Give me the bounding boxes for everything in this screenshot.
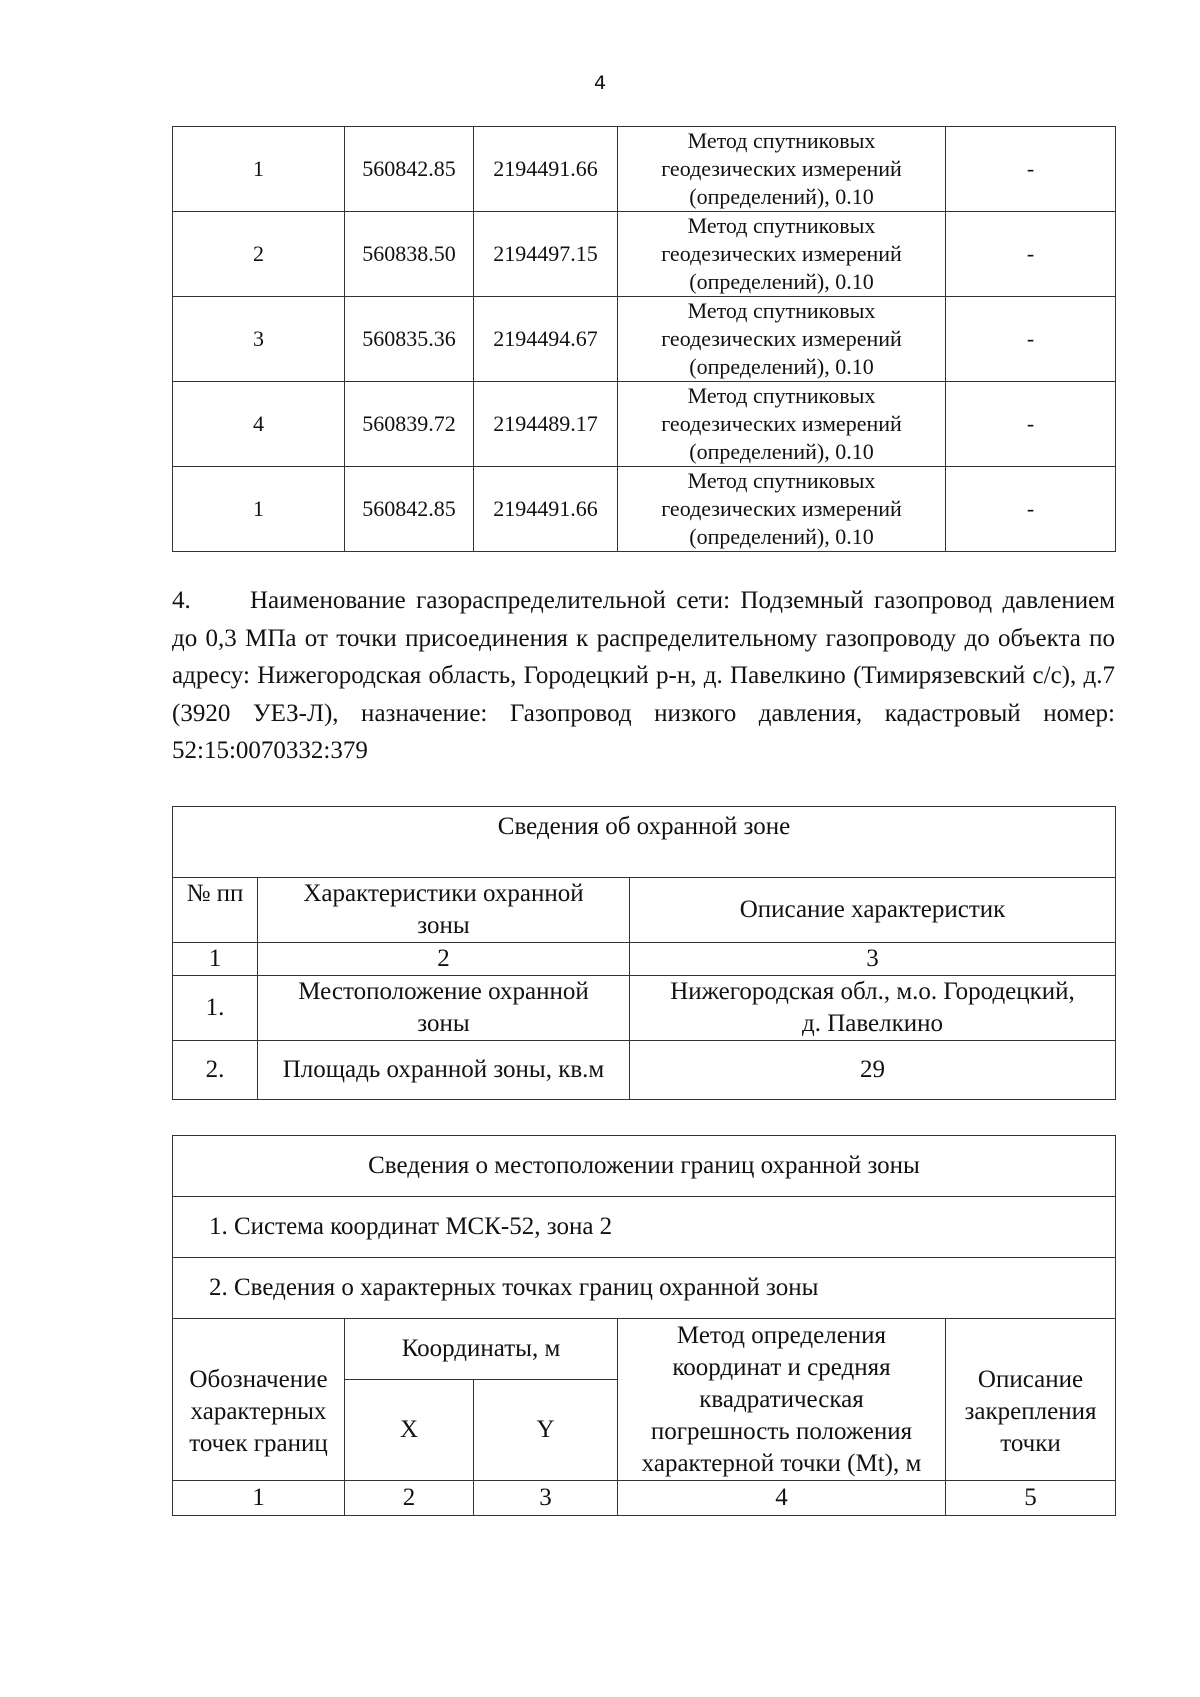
point-description: -	[946, 212, 1116, 297]
method-line: (определений), 0.10	[689, 184, 874, 209]
coordinate-x: 560839.72	[345, 382, 474, 467]
col-header-points	[173, 1319, 345, 1481]
header-line: точки	[1000, 1429, 1061, 1457]
table-row	[173, 976, 1116, 1041]
table-row	[173, 1481, 1116, 1516]
description-cell: 29	[630, 1041, 1116, 1100]
zone-table-title: Сведения об охранной зоне	[173, 807, 1116, 878]
section-paragraph	[172, 582, 1115, 770]
point-description: -	[946, 467, 1116, 552]
header-line: зоны	[417, 912, 470, 939]
point-description: -	[946, 382, 1116, 467]
coordinate-x: 560842.85	[345, 467, 474, 552]
characteristic-cell: Площадь охранной зоны, кв.м	[258, 1041, 630, 1100]
header-line: Обозначение	[189, 1365, 328, 1393]
row-number: 1.	[173, 976, 258, 1041]
column-index: 3	[474, 1481, 618, 1516]
cell-line: д. Павелкино	[802, 1010, 944, 1037]
section-text: Наименование газораспределительной сети: Подземный газопровод давлением до 0,3 МПа от точки присоединения к распределительному газопроводу до объекта по адресу: Нижегородская область, Городецкий р-н, д. Павелкино (Тимирязевский с/с), д.7 (3920 УЕЗ-Л), назначение: Газопровод низкого давления, кадастровый номер: 52:15:0070332:379	[172, 587, 1115, 764]
cell-line: зоны	[417, 1010, 470, 1037]
table-row	[173, 878, 1116, 943]
col-header-coordinates: Координаты, м	[345, 1319, 618, 1380]
header-line: характерных	[190, 1397, 327, 1425]
table-row	[173, 212, 1116, 297]
header-line: закрепления	[964, 1397, 1097, 1425]
column-index: 4	[618, 1481, 946, 1516]
method-line: геодезических измерений	[661, 326, 902, 351]
header-line: квадратическая	[699, 1385, 864, 1413]
method-line: Метод спутниковых	[687, 468, 876, 493]
boundaries-table-title: Сведения о местоположении границ охранной зоны	[173, 1136, 1116, 1197]
coordinate-x: 560838.50	[345, 212, 474, 297]
method-cell	[618, 212, 946, 297]
table-row	[173, 1041, 1116, 1100]
point-number: 3	[173, 297, 345, 382]
column-index: 5	[946, 1481, 1116, 1516]
point-description: -	[946, 127, 1116, 212]
section-number: 4.	[172, 587, 191, 614]
col-header-characteristics	[258, 878, 630, 943]
point-number: 1	[173, 127, 345, 212]
column-index: 2	[258, 943, 630, 976]
column-index: 2	[345, 1481, 474, 1516]
method-line: геодезических измерений	[661, 156, 902, 181]
method-line: Метод спутниковых	[687, 298, 876, 323]
table-row	[173, 127, 1116, 212]
header-line: Характеристики охранной	[303, 880, 584, 907]
description-cell	[630, 976, 1116, 1041]
coordinate-y: 2194497.15	[474, 212, 618, 297]
coordinate-y: 2194489.17	[474, 382, 618, 467]
header-line: Описание	[977, 1365, 1084, 1393]
column-index: 1	[173, 1481, 345, 1516]
coordinate-y: 2194491.66	[474, 127, 618, 212]
point-description: -	[946, 297, 1116, 382]
header-line: точек границ	[189, 1429, 328, 1457]
method-line: (определений), 0.10	[689, 524, 874, 549]
row-number: 2.	[173, 1041, 258, 1100]
table-row	[173, 1136, 1116, 1197]
coordinate-x: 560835.36	[345, 297, 474, 382]
col-header-y: Y	[474, 1380, 618, 1481]
method-cell	[618, 467, 946, 552]
method-line: Метод спутниковых	[687, 128, 876, 153]
header-line: координат и средняя	[672, 1353, 891, 1381]
method-line: (определений), 0.10	[689, 439, 874, 464]
method-line: геодезических измерений	[661, 411, 902, 436]
coordinate-y: 2194491.66	[474, 467, 618, 552]
col-header-method	[618, 1319, 946, 1481]
column-index: 3	[630, 943, 1116, 976]
point-number: 1	[173, 467, 345, 552]
table-row	[173, 382, 1116, 467]
point-number: 2	[173, 212, 345, 297]
coordinate-y: 2194494.67	[474, 297, 618, 382]
point-number: 4	[173, 382, 345, 467]
method-line: Метод спутниковых	[687, 383, 876, 408]
method-cell	[618, 382, 946, 467]
col-header-num: № пп	[173, 878, 258, 943]
points-title: 2. Сведения о характерных точках границ охранной зоны	[173, 1258, 1116, 1319]
col-header-x: X	[345, 1380, 474, 1481]
header-line: Метод определения	[676, 1321, 887, 1349]
col-header-description: Описание характеристик	[630, 878, 1116, 943]
column-index: 1	[173, 943, 258, 976]
coordinate-x: 560842.85	[345, 127, 474, 212]
header-line: характерной точки (Mt), м	[641, 1449, 922, 1477]
cell-line: Местоположение охранной	[298, 978, 589, 1005]
method-cell	[618, 127, 946, 212]
method-line: геодезических измерений	[661, 241, 902, 266]
coordinate-system: 1. Система координат МСК-52, зона 2	[173, 1197, 1116, 1258]
table-row	[173, 1319, 1116, 1380]
table-row	[173, 1197, 1116, 1258]
table-row	[173, 297, 1116, 382]
characteristic-cell	[258, 976, 630, 1041]
method-cell	[618, 297, 946, 382]
page-number: 4	[593, 72, 607, 94]
table-row	[173, 807, 1116, 878]
header-line: погрешность положения	[650, 1417, 913, 1445]
coordinates-table	[172, 126, 1116, 552]
col-header-description	[946, 1319, 1116, 1481]
cell-line: Нижегородская обл., м.о. Городецкий,	[670, 978, 1075, 1005]
method-line: (определений), 0.10	[689, 269, 874, 294]
method-line: Метод спутниковых	[687, 213, 876, 238]
table-row	[173, 1258, 1116, 1319]
method-line: (определений), 0.10	[689, 354, 874, 379]
method-line: геодезических измерений	[661, 496, 902, 521]
table-row	[173, 943, 1116, 976]
zone-info-table	[172, 806, 1116, 1100]
table-row	[173, 467, 1116, 552]
boundaries-table	[172, 1135, 1116, 1516]
